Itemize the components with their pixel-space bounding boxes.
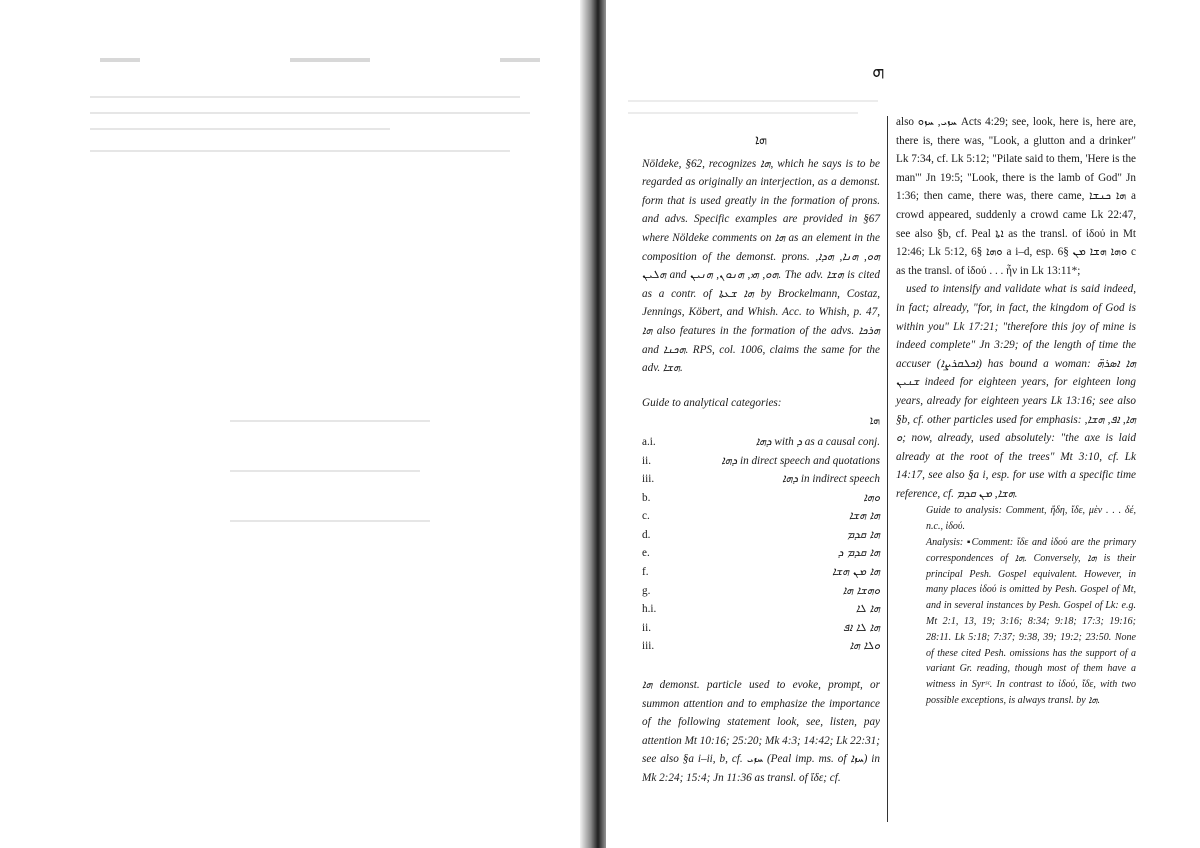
category-text: ܗܐ ܗܫܐ bbox=[849, 509, 880, 523]
category-label: b. bbox=[642, 491, 651, 504]
category-text: ܗܐ ܩܕܡ bbox=[846, 527, 880, 541]
category-label: c. bbox=[642, 510, 650, 523]
ghost-header bbox=[290, 58, 370, 62]
ghost-line bbox=[230, 420, 430, 422]
category-label: f. bbox=[642, 566, 649, 579]
category-text: ܗܐ ܩܕܡ ܕ bbox=[837, 546, 880, 560]
ghost-line bbox=[90, 128, 390, 130]
category-label: ii. bbox=[642, 454, 652, 467]
right-paragraph-1: also ܚܙܝ, ܚܙܘ Acts 4:29; see, look, here is, here are, there is, there was, "Look, a glutton and a drinker" Lk 7:34, cf. Lk 5:12; "Pilate said to them, 'Here is the man'" Jn 19:5; "Look, there is the lamb of God" Jn 1:36; then came, there was, there came, ܗܐ ܟܢܫܐ a crowd appeared, suddenly a crowd came Lk 22:47, see also §b, cf. Peal ܐܬܐ as the transl. of ἰδού in Mt 12:46; Lk 5:12, ܘܗܐ §6 a i–d, esp. ܘܗܐ ܗܫܐ ܡܢ §6 c as the transl. of ἰδού . . . ἦν in Lk 13:11*; bbox=[896, 116, 1137, 277]
ghost-line bbox=[90, 96, 520, 98]
column-divider bbox=[887, 116, 888, 822]
category-row bbox=[642, 470, 880, 489]
category-text: ܘܠܐ ܗܐ bbox=[849, 639, 880, 653]
category-label: ii. bbox=[642, 621, 652, 634]
category-label: g. bbox=[642, 584, 651, 597]
category-text: ܘܗܐ bbox=[863, 490, 880, 504]
analysis-comment: Analysis: ▪Comment: ἴδε and ἰδού are the primary correspondences of ܗܐ. Conversely, ܗܐ is their principal Pesh. Gospel equivalent. However, in many places ἰδού is omitted by Pesh. Gospel of Mt, and in several instances by Pesh. Gospel of Lk: e.g. Mt 2:1, 13, 19; 3:16; 8:34; 9:18; 17:3; 19:16; 28:11. Lk 5:18; 7:37; 9:38, 39; 19:2; 23:50. None of these cited Pesh. omissions has the support of a variant Gr. reading, though most of them have a witness in Syrˢᶜ. In contrast to ἰδού, ἴδε, with two possible exceptions, is always transl. by ܗܐ. bbox=[926, 537, 1136, 707]
left-column bbox=[642, 132, 880, 788]
guide-title: Guide to analytical categories: bbox=[642, 396, 782, 409]
ghost-line bbox=[230, 520, 430, 522]
category-row bbox=[642, 600, 880, 619]
intro-paragraph: Nöldeke, §62, recognizes ܗܐ, which he says is to be regarded as originally an interjection, as a demonst. form that is used greatly in the formation of prons. and advs. Specific examples are provided in §67 where Nöldeke comments on ܗܐ as an element in the composition of the demonst. prons. ܗܘ, ܗܢܐ, ܗܕܐ, ܗܠܝܢ and ܗܘ, ܗܝ, ܗܢܘܢ, ܗܢܝܢ. The adv. ܗܫܐ is cited as a contr. of ܗܐ ܫܥܬܐ by Brockelmann, Costaz, Jennings, Köbert, and Whish. Acc. to Whish, p. 47, ܗܐ also features in the formation of the advs. ܗܪܟܐ and ܗܟܢܐ. RPS, col. 1006, claims the same for the adv. ܗܫܐ. bbox=[642, 157, 880, 375]
category-label: iii. bbox=[642, 640, 655, 653]
category-text: ܕܗܐ in direct speech and quotations bbox=[721, 454, 880, 467]
page-letter-heading: ܗ bbox=[872, 58, 885, 82]
headword: ܗܐ bbox=[754, 133, 768, 148]
right-paragraph-2: used to intensify and validate what is said indeed, in fact; already, "for, in fact, the kingdom of God is within you" Lk 17:21; "therefore this joy of mine is indeed complete" Jn 3:29; of the length of time the accuser (ܐܟܠܩܪܨܐ) has bound a woman: ܗܐ ܐܣܪܗ̈ ܫܢܝܢ indeed for eighteen years, for eighteen long years, already for eighteen years Lk 13:16; see also §b, cf. other particles used for emphasis: ܗܐ, ܐܦ, ܗܫܐ, ܘ; now, already, used absolutely: "the axe is laid already at the root of the trees" Mt 3:10, cf. Lk 14:17, see also §a i, esp. for use with a specific time reference, cf. ܗܫܐ, ܡܢ ܩܕܡ. bbox=[896, 283, 1136, 500]
category-list bbox=[642, 433, 880, 656]
category-row bbox=[642, 489, 880, 508]
category-text: ܗܐ ܡܢ ܗܫܐ bbox=[832, 565, 880, 579]
left-page bbox=[0, 0, 588, 848]
category-row bbox=[642, 563, 880, 582]
category-row bbox=[642, 507, 880, 526]
category-row bbox=[642, 452, 880, 471]
category-label: h.i. bbox=[642, 603, 657, 616]
category-text: ܘܗܫܐ ܗܐ bbox=[842, 583, 880, 597]
ghost-line bbox=[90, 150, 510, 152]
right-page bbox=[606, 0, 1200, 848]
category-text: ܗܐ ܠܐ bbox=[855, 602, 880, 616]
category-label: d. bbox=[642, 528, 651, 541]
right-column bbox=[896, 113, 1136, 709]
entry-paragraph: ܗܐ demonst. particle used to evoke, prompt, or summon attention and to emphasize the importance of the following statement look, see, listen, pay attention Mt 10:16; 25:20; Mk 4:3; 14:42; Lk 22:31; see also §a i–ii, b, cf. ܚܙܝ (Peal imp. ms. of ܚܙܐ) in Mk 2:24; 15:4; Jn 11:36 as transl. of ἴδε; cf. bbox=[642, 679, 880, 784]
left-page-bleed-through bbox=[0, 0, 588, 848]
category-row bbox=[642, 637, 880, 656]
category-label: e. bbox=[642, 547, 650, 560]
ghost-line bbox=[90, 112, 530, 114]
category-text: ܕܗܐ in indirect speech bbox=[782, 473, 880, 486]
ghost-line bbox=[628, 100, 878, 102]
category-text: ܗܐ ܠܐ ܐܦ bbox=[842, 620, 880, 634]
category-text: ܕܗܐ with ܕ as a causal conj. bbox=[755, 435, 880, 448]
category-row bbox=[642, 544, 880, 563]
category-row bbox=[642, 433, 880, 452]
ghost-line bbox=[230, 470, 420, 472]
category-row bbox=[642, 582, 880, 601]
guide-headword: ܗܐ bbox=[869, 414, 880, 428]
guide-to-analysis: Guide to analysis: Comment, ἤδη, ἴδε, μὲν . . . δέ, n.c., ἰδού. bbox=[926, 505, 1136, 533]
category-label: a.i. bbox=[642, 435, 656, 448]
category-label: iii. bbox=[642, 473, 655, 486]
ghost-line bbox=[628, 112, 858, 114]
category-row bbox=[642, 526, 880, 545]
ghost-header bbox=[500, 58, 540, 62]
category-row bbox=[642, 619, 880, 638]
ghost-header bbox=[100, 58, 140, 62]
